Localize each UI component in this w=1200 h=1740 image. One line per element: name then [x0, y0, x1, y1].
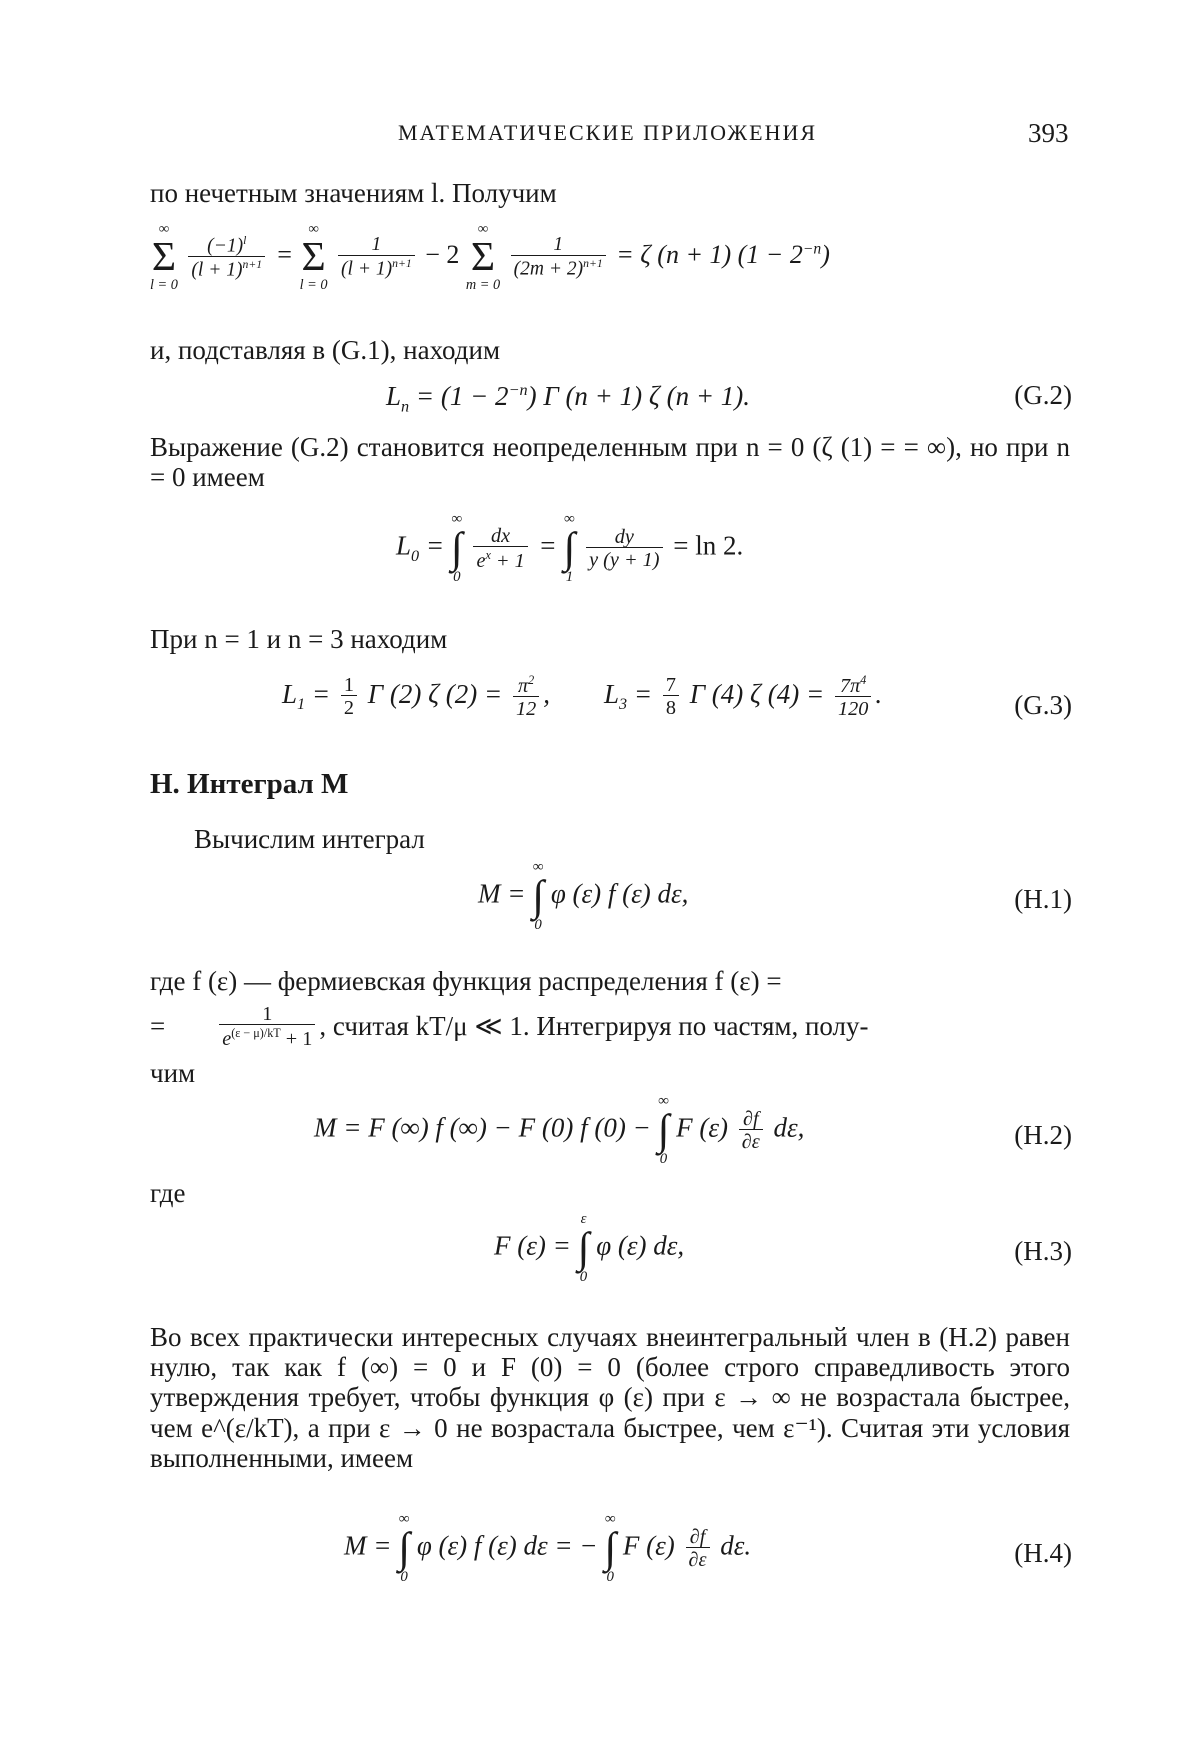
paragraph-line — [150, 1004, 869, 1049]
paragraph-text: Во всех практически интересных случаях внеинтегральный член в (H.2) равен нулю, так как f (∞) = 0 и F (0) = 0 (более строго справедливость этого утверждения требует, чтобы функция φ (ε) при ε → ∞ не возрастала быстрее, чем e^(ε/kT), а при ε → 0 не возрастала быстрее, чем ε⁻¹). Считая эти условия выполненными, имеем — [150, 1322, 1070, 1473]
equation-h3: F (ε) = ε ∫ 0 φ (ε) dε, — [494, 1211, 685, 1286]
equation-number-g2: (G.2) — [1014, 380, 1072, 410]
equation-g2: $L_n = (1 - 2^{-n})$ Γ (n + 1) ζ (n + 1). — [386, 381, 751, 416]
equation-l0: $L_0$ = ∞ ∫ 0 $\frac{dx}{e^x + 1}$ = ∞ ∫ 1 $\frac{dy}{y (y + 1)}$ = ln 2. — [396, 511, 744, 586]
equation-h4: M = ∞ ∫ 0 φ (ε) f (ε) dε = − ∞ ∫ 0 F (ε) $\frac{\partial f}{\partial\varepsilon}$ dε. — [344, 1511, 752, 1586]
page-number: 393 — [1028, 118, 1069, 148]
equation-sum: ∞ Σ l = 0 $\frac{(-1)^l}{(l + 1)^{n+1}}$ = ∞ Σ l = 0 $\frac{1}{(l + 1)^{n+1}}$ − 2 ∞ Σ m = 0 $\frac{1}{(2m + 2)^{n+1}}$ = ζ (n + 1) $(1 - 2^{-n})$ — [150, 221, 830, 293]
paragraph-text: При n = 1 и n = 3 находим — [150, 624, 448, 654]
equals-sign: = — [150, 1011, 166, 1042]
fermi-fraction: $\frac{1}{e^{(\varepsilon - \mu)/kT} + 1}$ — [219, 1004, 315, 1049]
paragraph-text: Вычислим интеграл — [194, 824, 425, 854]
paragraph-text: и, подставляя в (G.1), находим — [150, 335, 501, 365]
equation-number-h1: (H.1) — [1014, 884, 1072, 914]
section-heading: H. Интеграл M — [150, 768, 349, 800]
paragraph-text: по нечетным значениям l. Получим — [150, 178, 557, 208]
equation-g3: $L_1$ = $\frac{1}{2}$ Γ (2) ζ (2) = $\frac{\pi^2}{12}$ , $L_3$ = $\frac{7}{8}$ Γ (4) ζ (4) = $\frac{7\pi^4}{120}$ . — [282, 673, 883, 720]
paragraph-text: , считая kT/μ ≪ 1. Интегрируя по частям, полу- — [319, 1011, 869, 1042]
running-title: МАТЕМАТИЧЕСКИЕ ПРИЛОЖЕНИЯ — [398, 120, 818, 145]
equation-number-g3: (G.3) — [1014, 690, 1072, 720]
paragraph-text: чим — [150, 1058, 196, 1088]
equation-h1: M = ∞ ∫ 0 φ (ε) f (ε) dε, — [478, 859, 689, 934]
paragraph-text: где f (ε) — фермиевская функция распределения f (ε) = — [150, 966, 782, 996]
equation-h2: M = F (∞) f (∞) − F (0) f (0) − ∞ ∫ 0 F (ε) $\frac{\partial f}{\partial\varepsilon}$ dε, — [314, 1093, 805, 1168]
equation-number-h3: (H.3) — [1014, 1236, 1072, 1266]
paragraph-text: Выражение (G.2) становится неопределенным при n = 0 (ζ (1) = = ∞), но при n = 0 имеем — [150, 432, 1070, 493]
equation-number-h4: (H.4) — [1014, 1538, 1072, 1568]
paragraph-text: где — [150, 1178, 186, 1208]
equation-number-h2: (H.2) — [1014, 1120, 1072, 1150]
